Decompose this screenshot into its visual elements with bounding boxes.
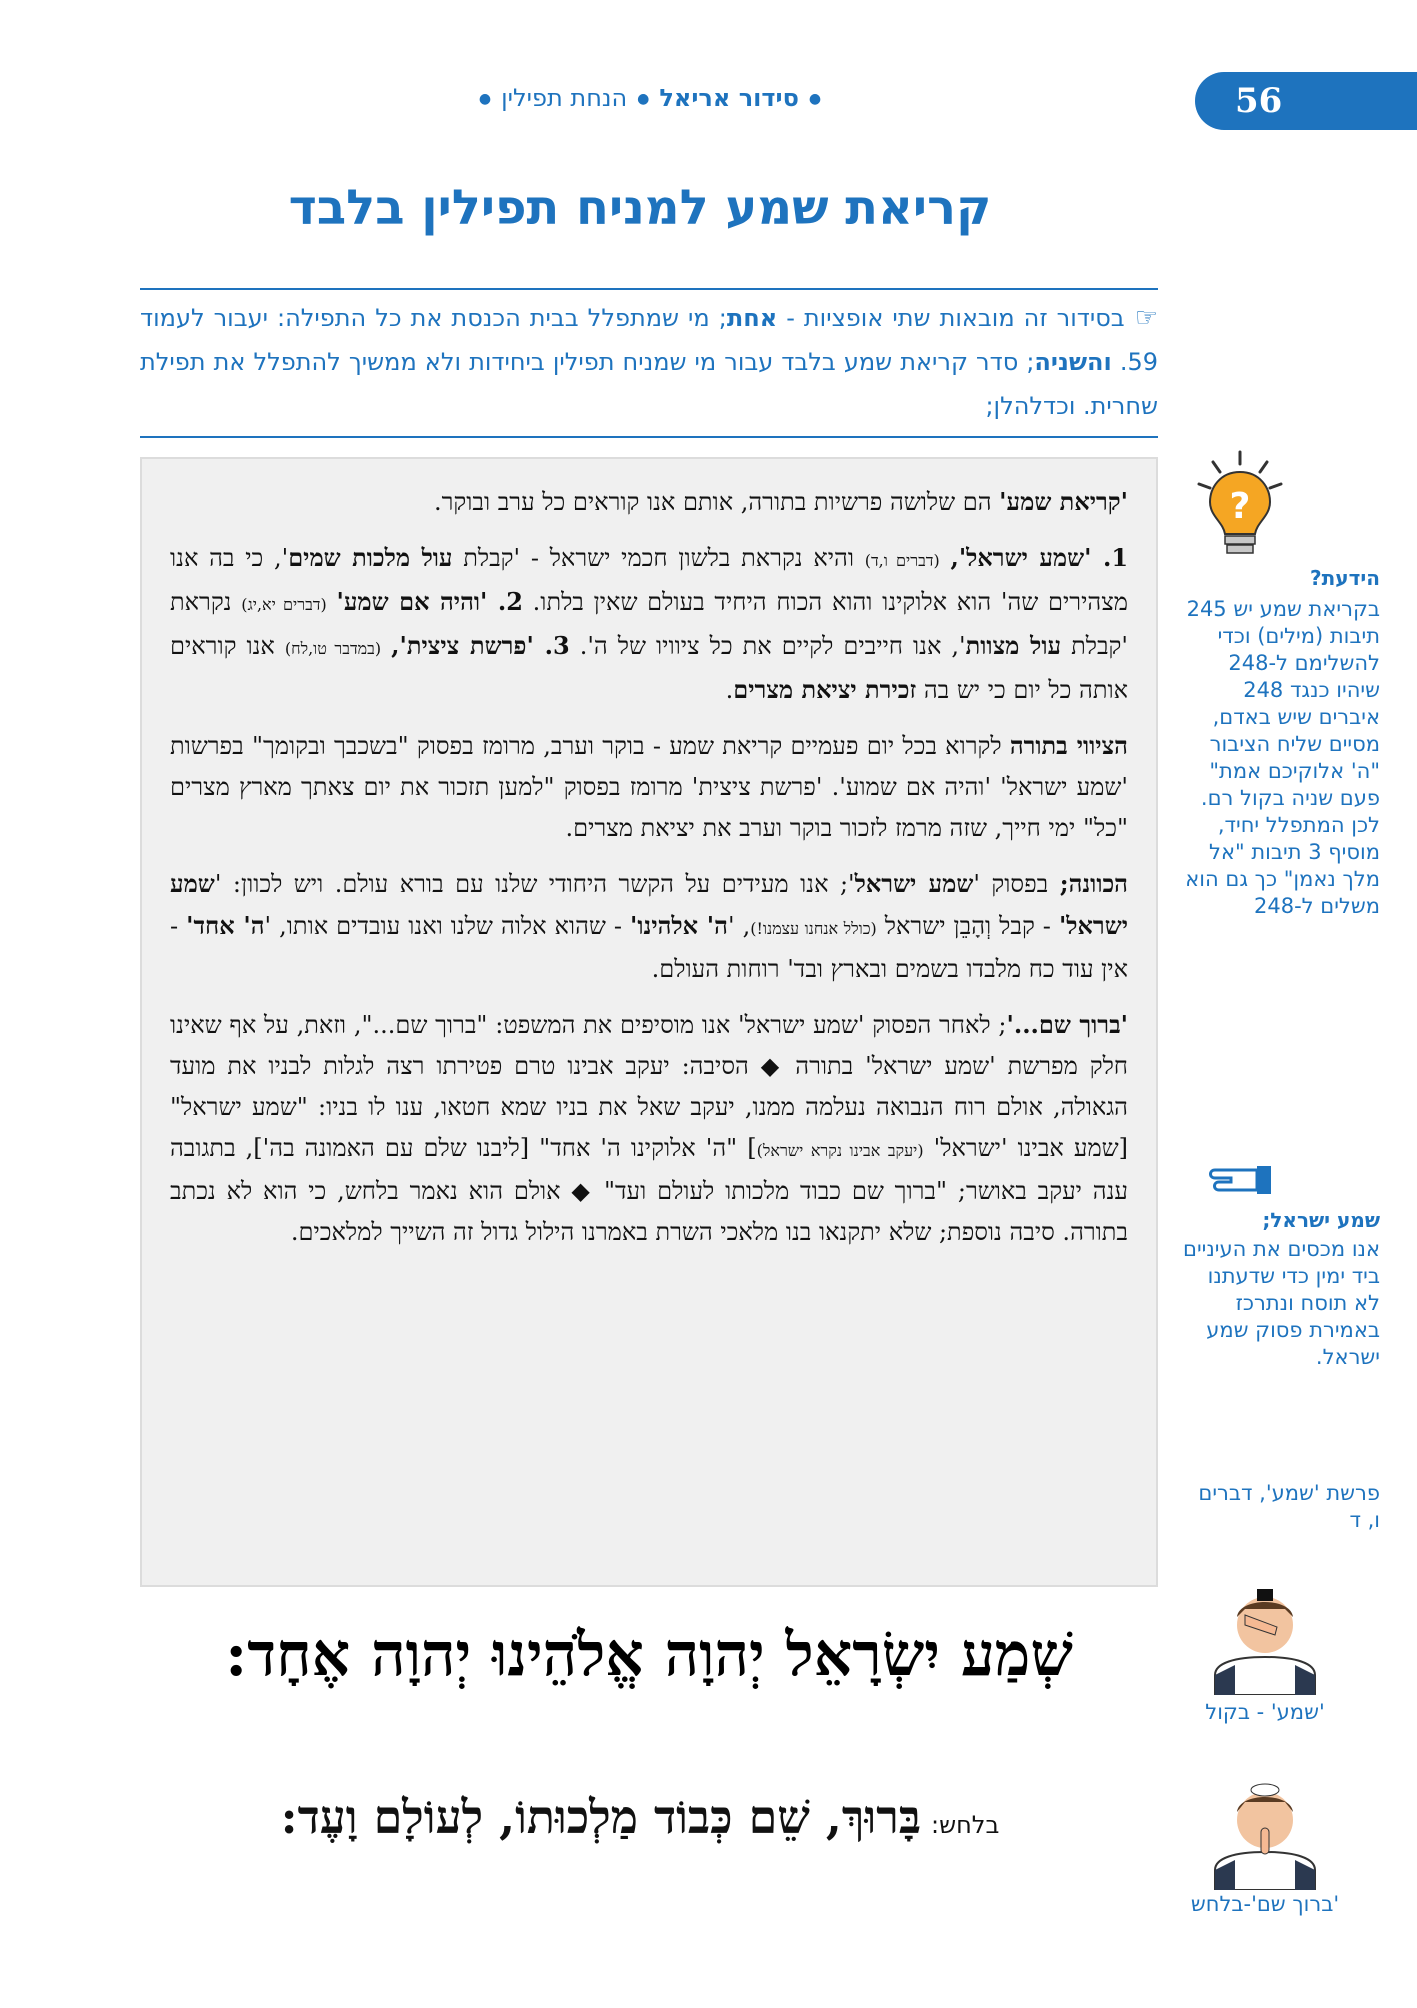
bullet-icon: ● xyxy=(637,91,650,107)
source-ref: (כולל אנחנו עצמנו!) xyxy=(750,919,877,938)
parasha-reference: פרשת 'שמע', דברים ו, ד xyxy=(1198,1481,1380,1532)
page-title: קריאת שמע למניח תפילין בלבד xyxy=(288,180,992,236)
text: . xyxy=(725,676,734,704)
caption-baruch-whisper: 'ברוך שם'-בלחש xyxy=(1190,1892,1340,1916)
text: לקרוא בכל יום פעמיים קריאת שמע - בוקר וערב, מרומז בפסוק "בשכבך ובקומך" בפרשות 'שמע ישראל' 'והיה אם שמוע'. 'פרשת ציצית' מרומז בפסוק "למען תזכור את יום צאתך מארץ מצרים "כל" ימי חייך, שזה מרמז לזכור בוקר וערב את יציאת מצרים. xyxy=(170,732,1128,842)
bold-term: שמע ישראל xyxy=(854,869,974,898)
intro-text: ; מי שמתפלל בבית הכנסת את כל התפילה: יעבור לעמוד 59. xyxy=(140,304,1158,376)
bold-term: 'ברוך שם...' xyxy=(1006,1010,1129,1039)
text: - אין עוד כח מלבדו בשמים ובארץ ובד' רוחות העולם. xyxy=(170,912,1128,983)
whisper-label: בלחש: xyxy=(931,1811,1000,1839)
baruch-shem-verse xyxy=(200,1790,1080,1844)
text: אנו קוראים אותה כל יום כי יש בה xyxy=(170,632,1128,704)
text: ] "ה' אלוקינו ה' אחד" [ליבנו שלם עם האמונה בה'], בתגובה ענה יעקב באושר; "ברוך שם כבוד מלכותו לעולם ועד" ◆ אולם הוא נאמר בלחש, כי הוא לא נכתב בתורה. סיבה נוספת; שלא יתקנאו בנו מלאכי השרת באמרנו הילול גדול זה השייך למלאכים. xyxy=(170,1134,1128,1246)
text: הם שלושה פרשיות בתורה, אותם אנו קוראים כל ערב ובוקר. xyxy=(434,488,1000,516)
paragraph xyxy=(170,725,1128,849)
source-ref: (דברים ו,ד) xyxy=(864,551,940,570)
text: בפסוק ' xyxy=(973,870,1060,898)
bold-term: שמע ישראל' xyxy=(170,869,1128,940)
intro-note xyxy=(140,288,1158,438)
text: - קבל וְהָבֵן ישראל xyxy=(876,912,1059,940)
bold-term: עול מצוות xyxy=(965,631,1062,660)
bullet-icon: ● xyxy=(478,91,492,107)
lightbulb-question-icon xyxy=(1195,450,1285,560)
caption-shema-aloud: 'שמע' - בקול xyxy=(1205,1700,1325,1724)
shema-note-text: אנו מכסים את העיניים ביד ימין כדי שדעתנו לא תוסח ונתרכז באמירת פסוק שמע ישראל. xyxy=(1183,1237,1380,1369)
didyouknow-text: בקריאת שמע יש 245 תיבות (מילים) וכדי להשלימם ל-248 שיהיו כנגד 248 איברים שיש באדם, מסיים שליח הציבור "ה' אלוקיכם אמת" פעם שניה בקול רם. לכן המתפלל יחיד, מוסיף 3 תיבות "אל מלך נאמן" כך גם הוא משלים ל-248 xyxy=(1185,597,1380,918)
bold-term: הציווי בתורה xyxy=(1009,731,1128,760)
text: והיא נקראת בלשון חכמי ישראל - 'קבלת xyxy=(452,544,865,572)
running-header xyxy=(400,84,900,112)
text: ; לאחר הפסוק 'שמע ישראל' אנו מוסיפים את המשפט: "ברוך שם...", וזאת, על אף שאינו חלק מפרשת 'שמע ישראל' בתורה ◆ הסיבה: יעקב אבינו טרם פטירתו רצה לגלות לבניו את מועד הגאולה, אולם רוח הנבואה נעלמה ממנו, יעקב שאל את בניו שמא חטאו, ענו לו בניו: "שמע ישראל" [שמע אבינו 'ישראל' xyxy=(170,1011,1129,1162)
intro-text: ; סדר קריאת שמע בלבד עבור מי שמניח תפילין ביחידות ולא ממשיך להתפלל את תפילת שחרית. וכדלהלן; xyxy=(140,348,1158,420)
man-covering-eyes-illustration xyxy=(1205,1575,1325,1695)
svg-text:?: ? xyxy=(1229,486,1251,527)
header-book: סידור אריאל xyxy=(659,84,799,112)
page-number: 56 xyxy=(1195,72,1417,130)
bold-term: 3. 'פרשת ציצית', xyxy=(391,631,570,660)
pointing-hand-icon: ☞ xyxy=(1134,303,1158,333)
bold-term: הכוונה; xyxy=(1059,869,1128,898)
bold-term: עול מלכות שמים xyxy=(288,543,453,572)
didyouknow-title: הידעת? xyxy=(1310,566,1380,590)
intro-bold: אחת xyxy=(726,304,778,332)
text: - שהוא אלוה שלנו ואנו עובדים אותו, ' xyxy=(264,912,631,940)
paragraph xyxy=(170,1004,1128,1253)
source-ref: (יעקב אבינו נקרא ישראל) xyxy=(756,1141,924,1160)
bold-term: ה' אלהינו' xyxy=(630,911,728,940)
source-ref: (במדבר טו,לח) xyxy=(284,639,382,658)
text: נקראת 'קבלת xyxy=(170,588,1129,660)
bold-term: זכירת יציאת מצרים xyxy=(733,675,917,704)
baruch-text: בָּרוּךְ, שֵׁם כְּבוֹד מַלְכוּתוֹ, לְעוֹלָם וָעֶד: xyxy=(280,1790,922,1844)
shema-verse: שְׁמַע יִשְׂרָאֵל יְהוָה אֱלֹהֵינוּ יְהוָה אֶחָד: xyxy=(225,1620,1073,1690)
shema-note-title: שמע ישראל; xyxy=(1262,1208,1380,1232)
bold-term: ה' אחד' xyxy=(186,911,265,940)
pointing-hand-icon xyxy=(1195,1160,1275,1200)
explanation-box xyxy=(140,457,1158,1587)
text: ', אנו חייבים לקיים את כל ציוויו של ה'. xyxy=(569,632,966,660)
bold-term: 1. 'שמע ישראל', xyxy=(950,543,1129,572)
bold-term: 2. 'והיה אם שמע' xyxy=(336,587,523,616)
man-whispering-illustration xyxy=(1205,1770,1325,1890)
intro-bold: והשניה xyxy=(1034,348,1112,376)
bullet-icon: ● xyxy=(808,91,822,107)
text: ', כי בה אנו מצהירים שה' הוא אלוקינו והוא הכוח היחיד בעולם שאין בלתו. xyxy=(170,544,1128,616)
paragraph xyxy=(170,481,1128,523)
bold-term: 'קריאת שמע' xyxy=(999,487,1128,516)
text: '; אנו מעידים על הקשר היחודי שלנו עם בורא עולם. ויש לכוון: ' xyxy=(214,870,855,898)
paragraph xyxy=(170,537,1128,711)
source-ref: (דברים יא,יג) xyxy=(241,595,327,614)
text: , ' xyxy=(727,912,751,940)
paragraph xyxy=(170,863,1128,990)
header-section: הנחת תפילין xyxy=(501,84,628,112)
intro-text: בסידור זה מובאות שתי אופציות - xyxy=(777,304,1125,332)
